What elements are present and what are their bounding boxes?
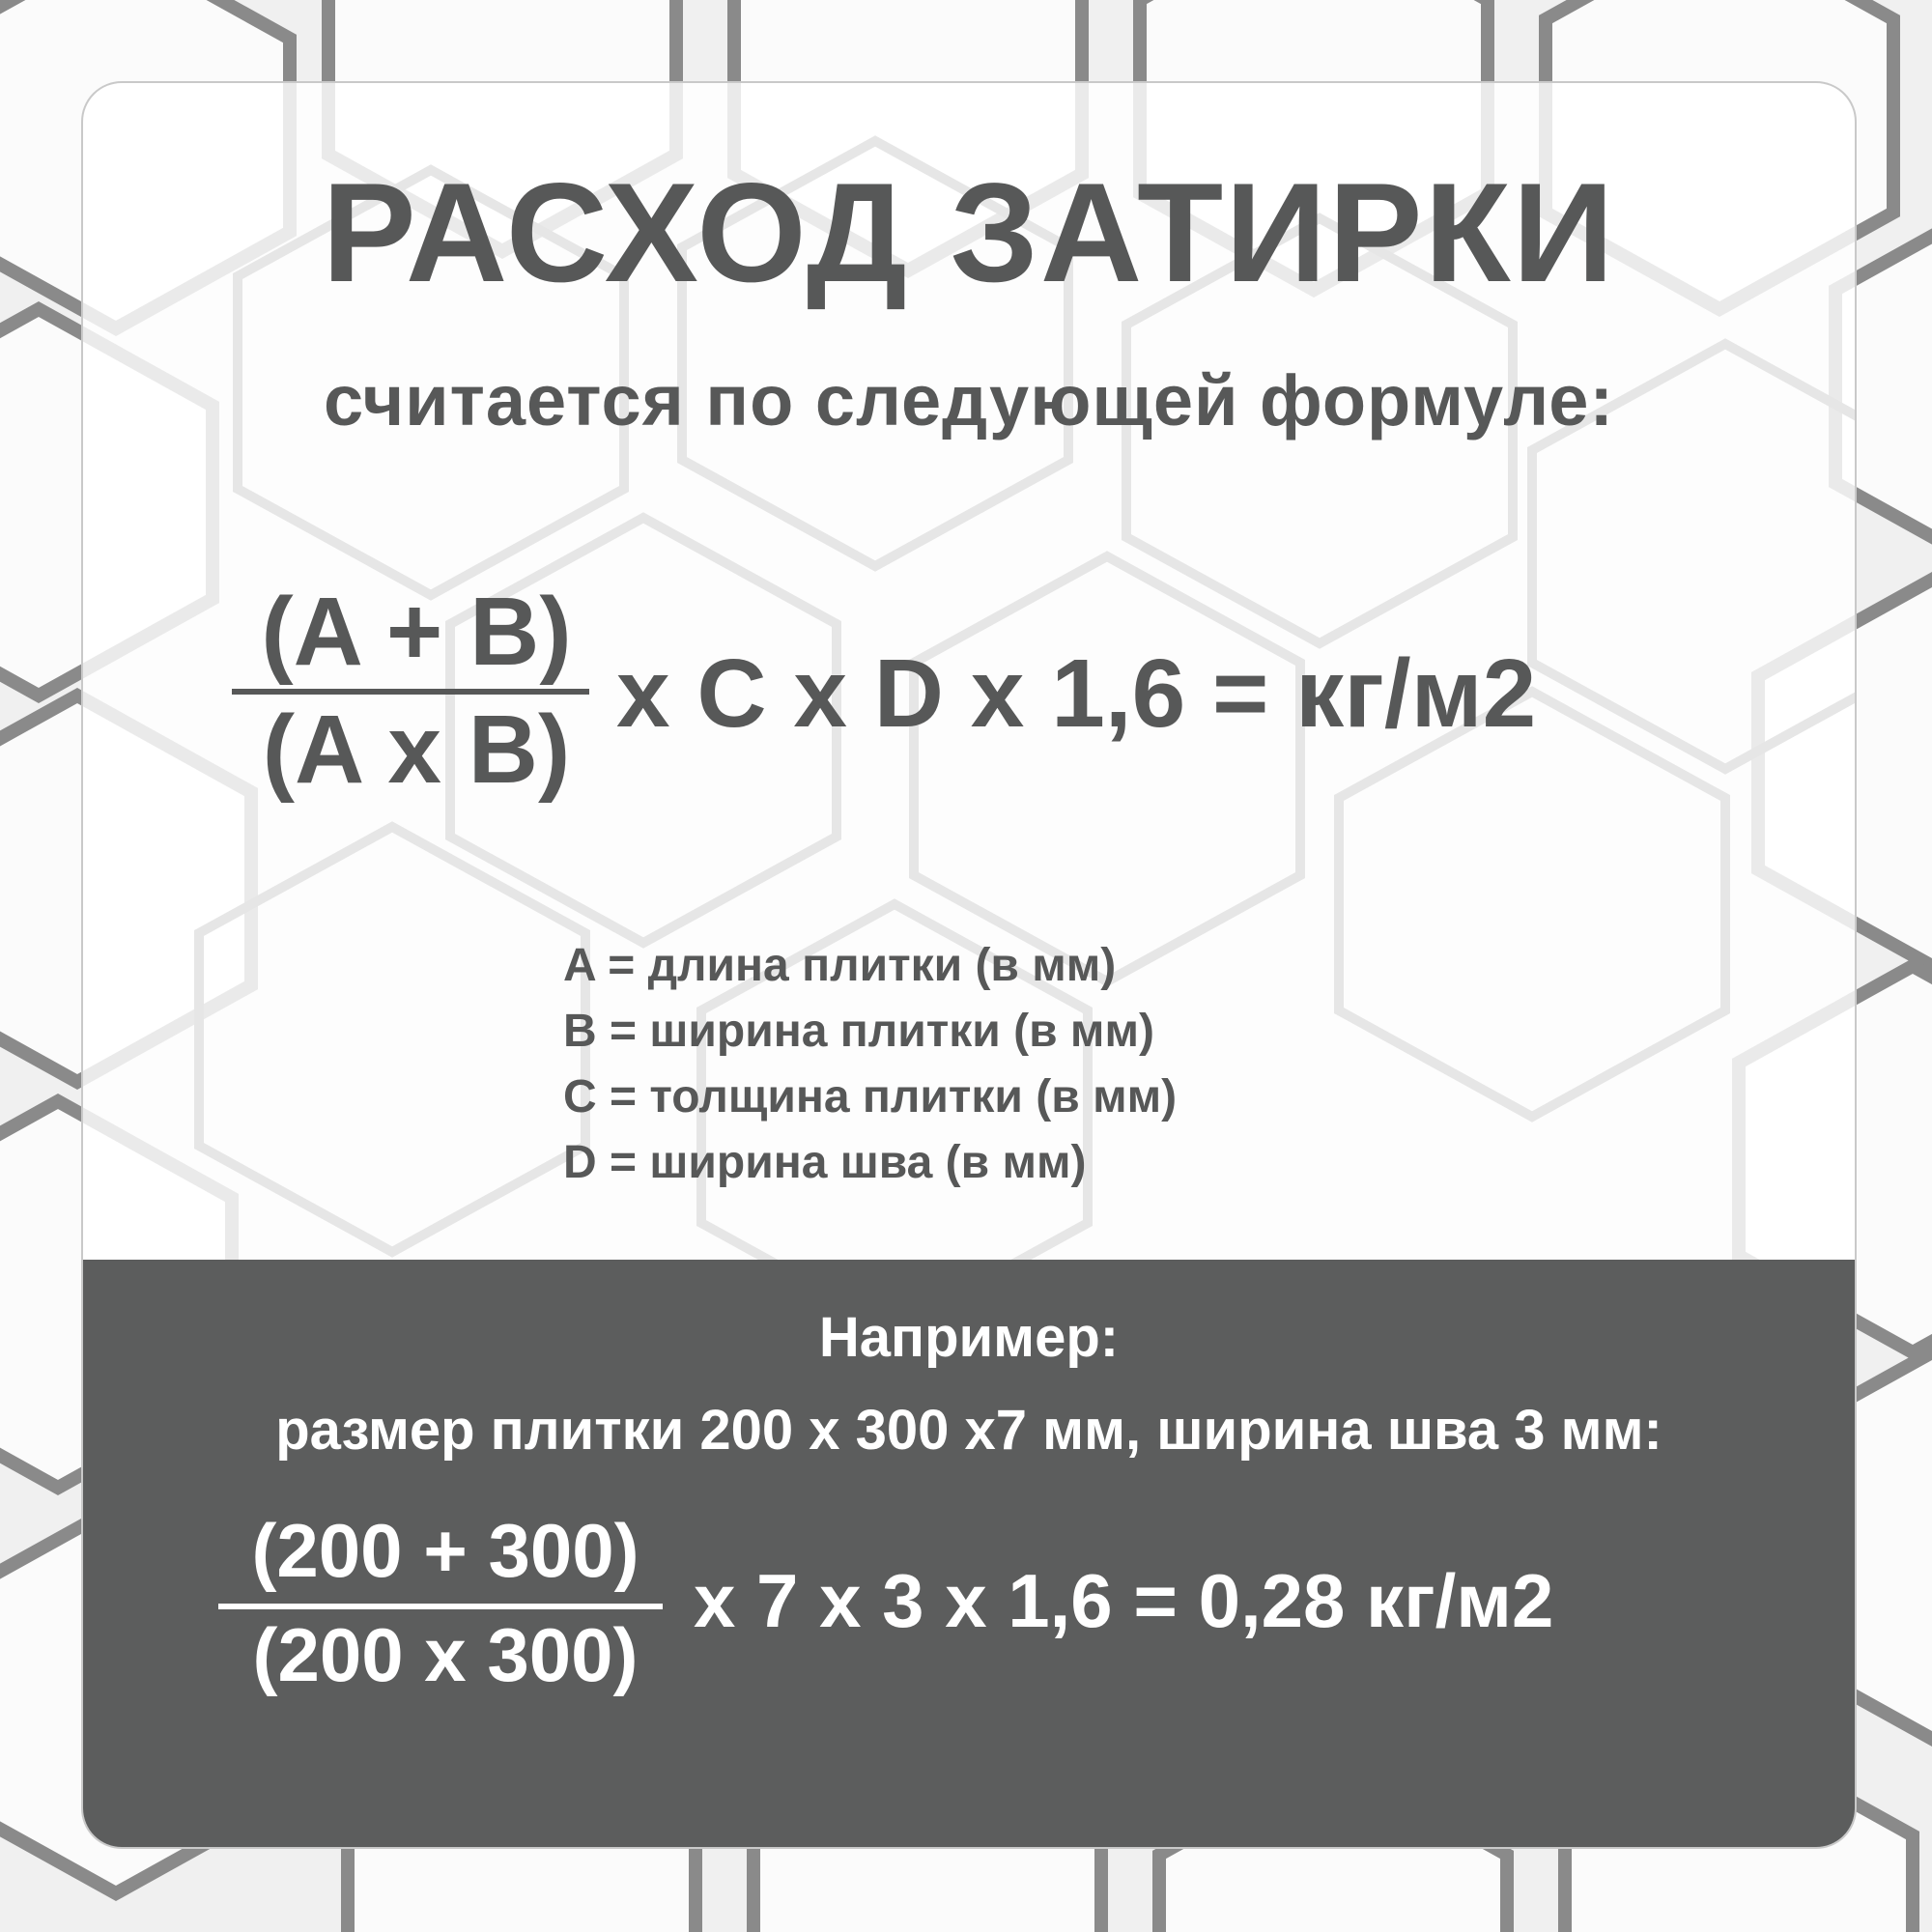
- legend-item-b: B = ширина плитки (в мм): [563, 1006, 1154, 1057]
- example-panel: [83, 1260, 1855, 1849]
- formula-fraction: [228, 564, 605, 815]
- example-fraction: [218, 1501, 672, 1714]
- example-description: размер плитки 200 x 300 x7 мм, ширина шва 3 мм:: [275, 1399, 1662, 1462]
- legend-item-a: A = длина плитки (в мм): [563, 940, 1117, 991]
- page-title: РАСХОД ЗАТИРКИ: [322, 154, 1616, 311]
- info-card: [81, 81, 1857, 1849]
- variable-legend: [563, 933, 1177, 1196]
- example-fraction-bar: [218, 1604, 663, 1609]
- example-denominator: (200 x 300): [252, 1612, 639, 1697]
- formula-denominator: (A x B): [262, 696, 571, 804]
- grout-formula: [228, 564, 1793, 815]
- fraction-bar: [232, 689, 589, 695]
- example-formula: [218, 1501, 1764, 1714]
- legend-item-d: D = ширина шва (в мм): [563, 1137, 1087, 1188]
- page-subtitle: считается по следующей формуле:: [323, 360, 1615, 440]
- formula-multipliers: x C x D x 1,6 = кг/м2: [616, 639, 1537, 748]
- example-numerator: (200 + 300): [251, 1508, 639, 1593]
- legend-item-c: C = толщина плитки (в мм): [563, 1071, 1178, 1122]
- example-multipliers: x 7 x 3 x 1,6 = 0,28 кг/м2: [694, 1558, 1554, 1643]
- example-label: Например:: [818, 1306, 1120, 1369]
- formula-numerator: (A + B): [261, 578, 572, 686]
